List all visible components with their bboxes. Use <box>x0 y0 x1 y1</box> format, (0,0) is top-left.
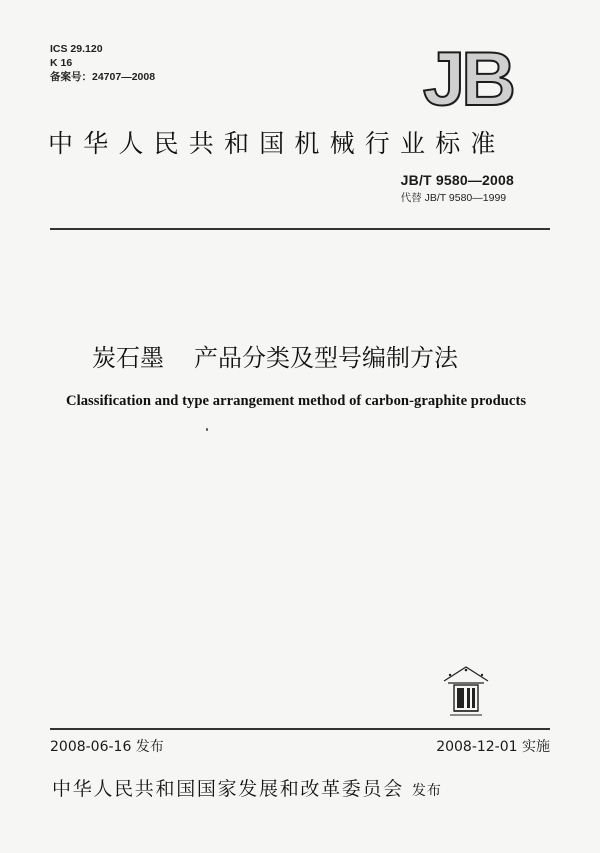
title-cn-part2: 产品分类及型号编制方法 <box>194 344 458 372</box>
issuer-name: 中华人民共和国国家发展和改革委员会 <box>52 778 404 800</box>
classification-code: K 16 <box>50 57 73 69</box>
standard-number-block <box>401 172 514 205</box>
publisher-emblem-icon <box>436 661 496 721</box>
jb-logo: JB <box>422 37 512 122</box>
header-meta <box>50 42 155 84</box>
standard-number: JB/T 9580—2008 <box>400 172 514 188</box>
scan-speck <box>206 428 208 431</box>
publish-date: 2008-06-16 发布 <box>50 739 164 755</box>
filing-number: 备案号：24707—2008 <box>50 71 156 83</box>
document-title-en: Classification and type arrangement method of carbon-graphite products <box>66 393 527 409</box>
ics-code: ICS 29.120 <box>50 43 103 55</box>
document-title-cn <box>92 338 458 373</box>
issuer <box>52 774 442 801</box>
bottom-divider <box>50 728 550 730</box>
title-cn-part1: 炭石墨 <box>92 344 164 372</box>
issuer-action: 发布 <box>411 783 442 799</box>
replaces-standard: 代替 JB/T 9580—1999 <box>400 192 507 204</box>
ministry-title: 中华人民共和国机械行业标准 <box>48 129 506 158</box>
implement-date: 2008-12-01 实施 <box>436 739 550 755</box>
top-divider <box>50 228 550 230</box>
